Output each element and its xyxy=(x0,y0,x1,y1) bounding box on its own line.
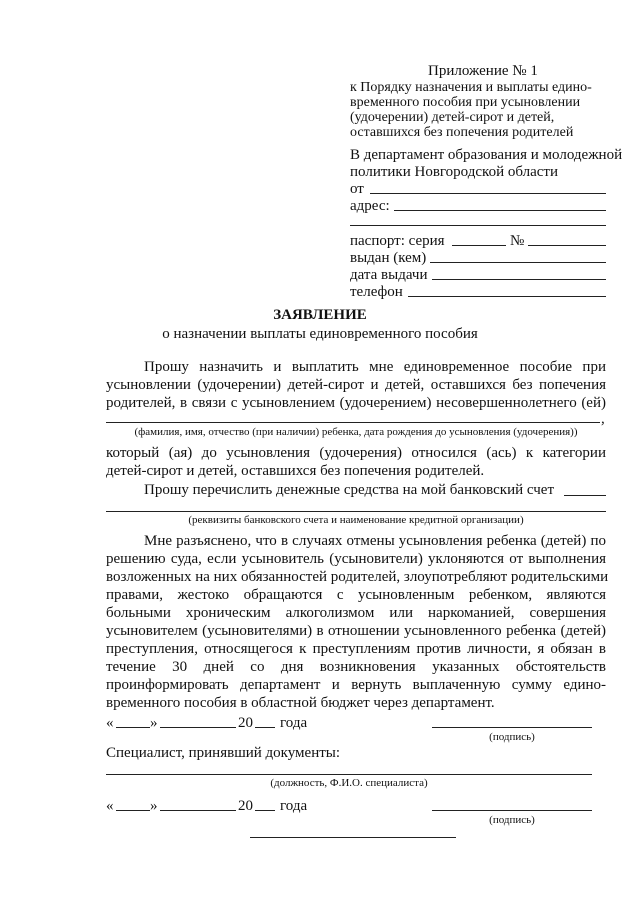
passport-series-label: паспорт: серия xyxy=(350,233,445,249)
paragraph-line: Прошу назначить и выплатить мне единовременное пособие при xyxy=(144,359,606,375)
passport-number-field[interactable] xyxy=(528,245,606,246)
day-field[interactable] xyxy=(116,810,150,811)
year-field[interactable] xyxy=(255,810,275,811)
phone-label: телефон xyxy=(350,284,403,300)
date-open-quote: « xyxy=(106,798,114,814)
passport-number-label: № xyxy=(510,233,525,249)
paragraph-line: родителей, в связи с усыновлением (удочерением) несовершеннолетнего (ей) xyxy=(106,395,606,411)
signature-caption: (подпись) xyxy=(489,814,535,826)
issued-by-field[interactable] xyxy=(430,262,606,263)
specialist-caption: (должность, Ф.И.О. специалиста) xyxy=(270,777,428,789)
year-field[interactable] xyxy=(255,727,275,728)
signature-caption: (подпись) xyxy=(489,731,535,743)
paragraph-line: возложенных на них обязанностей родителей, злоупотребляют родительскими xyxy=(106,569,609,585)
paragraph-line: усыновителем (усыновителями) в отношении усыновленного ребенка (детей) xyxy=(106,623,606,639)
paragraph-line: течение 30 дней со дня возникновения указанных обстоятельств xyxy=(106,659,606,675)
order-reference-line: оставшихся без попечения родителей xyxy=(350,125,574,140)
paragraph-line: Мне разъяснено, что в случаях отмены усыновления ребенка (детей) по xyxy=(144,533,606,549)
date-close-quote: » xyxy=(150,798,158,814)
order-reference-line: к Порядку назначения и выплаты едино- xyxy=(350,80,592,95)
applicant-signature-field[interactable] xyxy=(432,727,592,728)
month-field[interactable] xyxy=(160,727,236,728)
date-close-quote: » xyxy=(150,715,158,731)
address-label: адрес: xyxy=(350,198,390,214)
paragraph-line: больными хроническим алкоголизмом или наркоманией, совершения xyxy=(106,605,606,621)
day-field[interactable] xyxy=(116,727,150,728)
bank-account-field[interactable] xyxy=(564,495,606,496)
appendix-number: Приложение № 1 xyxy=(428,63,538,79)
year-word: года xyxy=(280,798,308,814)
bottom-rule xyxy=(250,837,456,838)
order-reference-line: временного пособия при усыновлении xyxy=(350,95,581,110)
paragraph-line: который (ая) до усыновления (удочерения) относился (ась) к категории xyxy=(106,445,606,461)
month-field[interactable] xyxy=(160,810,236,811)
bank-transfer-text: Прошу перечислить денежные средства на мой банковский счет xyxy=(144,482,555,498)
bank-details-field[interactable] xyxy=(106,511,606,512)
bank-details-caption: (реквизиты банковского счета и наименование кредитной организации) xyxy=(188,514,524,526)
document-title: ЗАЯВЛЕНИЕ xyxy=(273,307,367,323)
phone-field[interactable] xyxy=(408,296,606,297)
from-field[interactable] xyxy=(370,193,606,194)
order-reference-line: (удочерении) детей-сирот и детей, xyxy=(350,110,555,125)
child-details-caption: (фамилия, имя, отчество (при наличии) ребенка, дата рождения до усыновления (удочерения)) xyxy=(134,426,578,438)
paragraph-line: усыновлении (удочерении) детей-сирот и детей, оставшихся без попечения xyxy=(106,377,606,393)
year-word: года xyxy=(280,715,308,731)
addressee-line: политики Новгородской области xyxy=(350,164,558,180)
address-field[interactable] xyxy=(394,210,606,211)
paragraph-line: решению суда, если усыновитель (усыновители) уклоняются от выполнения xyxy=(106,551,606,567)
child-details-field[interactable] xyxy=(106,422,600,423)
year-prefix: 20 xyxy=(238,715,253,731)
issue-date-field[interactable] xyxy=(432,279,606,280)
year-prefix: 20 xyxy=(238,798,253,814)
issue-date-label: дата выдачи xyxy=(350,267,428,283)
specialist-signature-field[interactable] xyxy=(432,810,592,811)
address-field-line-2[interactable] xyxy=(350,225,606,226)
passport-series-field[interactable] xyxy=(452,245,506,246)
paragraph-line: преступления, относящегося к преступлениям против личности, я обязан в xyxy=(106,641,606,657)
paragraph-line: временного пособия в областной бюджет через департамент. xyxy=(106,695,495,711)
from-label: от xyxy=(350,181,364,197)
specialist-field[interactable] xyxy=(106,774,592,775)
issued-by-label: выдан (кем) xyxy=(350,250,427,266)
paragraph-line: правами, жестоко обращаются с усыновленным ребенком, являются xyxy=(106,587,606,603)
specialist-label: Специалист, принявший документы: xyxy=(106,745,341,761)
date-open-quote: « xyxy=(106,715,114,731)
addressee-line: В департамент образования и молодежной xyxy=(350,147,623,163)
paragraph-line: детей-сирот и детей, оставшихся без попечения родителей. xyxy=(106,463,485,479)
comma: , xyxy=(601,411,605,427)
paragraph-line: проинформировать департамент и вернуть выплаченную сумму едино- xyxy=(106,677,606,693)
document-subtitle: о назначении выплаты единовременного пособия xyxy=(162,326,478,342)
